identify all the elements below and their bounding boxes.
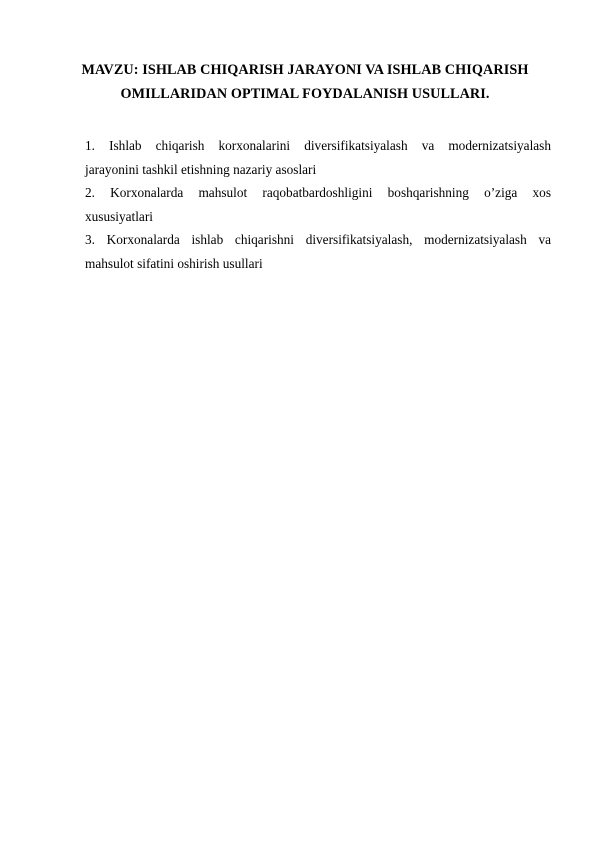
list-item-3 <box>85 228 551 275</box>
list-item-2-line-2: xususiyatlari <box>85 208 153 224</box>
list-item-3-line-1: 3. Korxonalarda ishlab chiqarishni diversifikatsiyalash, modernizatsiyalash va <box>85 232 551 247</box>
list-item-2-line-1: 2. Korxonalarda mahsulot raqobatbardoshligini boshqarishning o’ziga xos <box>85 185 551 200</box>
list-item-3-line-2: mahsulot sifatini oshirish usullari <box>85 255 263 271</box>
topic-list <box>85 134 551 275</box>
list-item-2 <box>85 181 551 228</box>
title-line-1: MAVZU: ISHLAB CHIQARISH JARAYONI VA ISHLAB CHIQARISH <box>81 62 529 78</box>
title-line-2: OMILLARIDAN OPTIMAL FOYDALANISH USULLARI. <box>120 86 490 102</box>
list-item-1-line-2: jarayonini tashkil etishning nazariy asoslari <box>85 161 317 177</box>
list-item-1 <box>85 134 551 181</box>
page-title <box>70 58 540 106</box>
list-item-1-line-1: 1. Ishlab chiqarish korxonalarini diversifikatsiyalash va modernizatsiyalash <box>85 138 551 153</box>
